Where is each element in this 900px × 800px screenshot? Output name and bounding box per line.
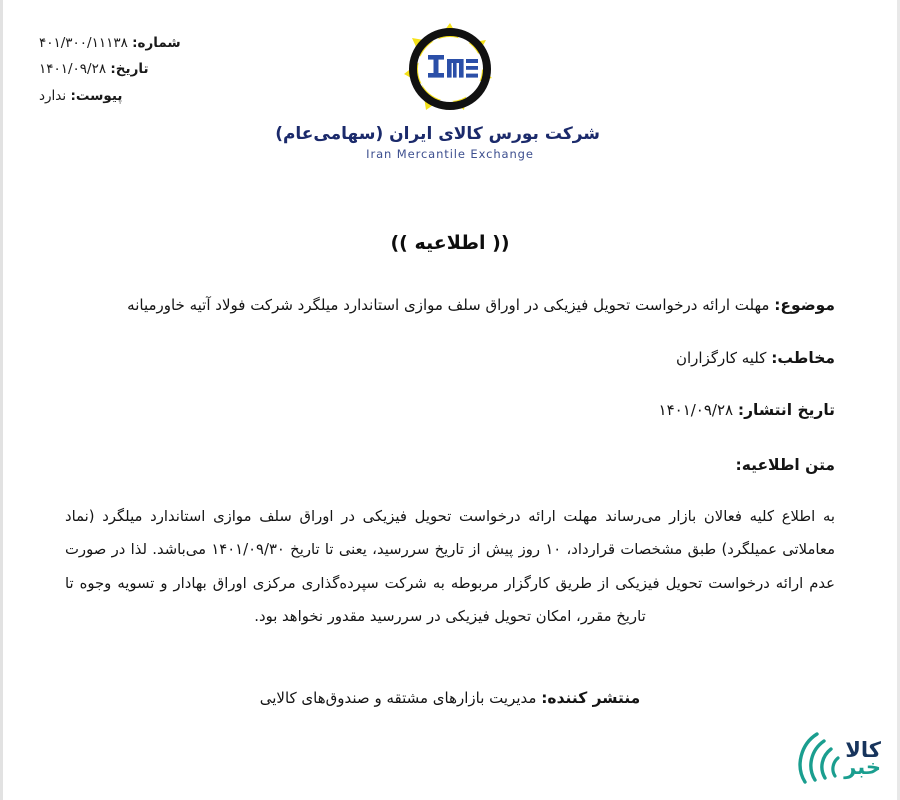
audience-label: مخاطب: — [771, 348, 835, 367]
subject-value: مهلت ارائه درخواست تحویل فیزیکی در اوراق سلف موازی استاندارد میلگرد شرکت فولاد آتیه خاورمیانه — [127, 296, 770, 314]
meta-label-attachment: پیوست: — [70, 87, 123, 104]
document-header — [3, 0, 897, 170]
subject-row — [65, 292, 835, 319]
watermark-text — [844, 740, 881, 779]
header-meta-block — [3, 30, 263, 109]
meta-value-date: ۱۴۰۱/۰۹/۲۸ — [39, 61, 107, 78]
publisher-value: مدیریت بازارهای مشتقه و صندوق‌های کالایی — [259, 689, 537, 708]
watermark-line-2: خبر — [844, 755, 881, 780]
audience-value: کلیه کارگزاران — [676, 348, 767, 367]
organization-name-en: Iran Mercantile Exchange — [366, 147, 534, 161]
meta-row-attachment — [3, 83, 263, 109]
body-label: متن اطلاعیه: — [735, 455, 835, 474]
announcement-body — [65, 500, 835, 633]
meta-value-number: ۴۰۱/۳۰۰/۱۱۱۳۸ — [39, 35, 128, 51]
page-title: (( اطلاعیه )) — [390, 232, 510, 254]
publication-date-row — [65, 397, 835, 424]
announcement-body-paragraph: به اطلاع کلیه فعالان بازار می‌رساند مهلت ارائه درخواست تحویل فیزیکی در اوراق سلف موازی استاندارد میلگرد (نماد معاملاتی عمیلگرد) طبق مشخصات قرارداد، ۱۰ روز پیش از تاریخ سررسید، یعنی تا تاریخ ۱۴۰۱/۰۹/۳۰ می‌باشد. لذا در صورت عدم ارائه درخواست تحویل فیزیکی از طریق کارگزار مربوطه به شرکت سپرده‌گذاری مرکزی اوراق بهادار و تسویه وجوه تا تاریخ مقرر، امکان تحویل فیزیکی در سررسید مقدور نخواهد بود. — [65, 508, 835, 625]
meta-label-date: تاریخ: — [110, 61, 149, 78]
publication-date-value: ۱۴۰۱/۰۹/۲۸ — [658, 401, 734, 419]
meta-label-number: شماره: — [132, 35, 181, 51]
body-label-row — [65, 452, 835, 479]
meta-row-number — [3, 30, 263, 56]
organization-name-fa: شرکت بورس کالای ایران (سهامی‌عام) — [275, 124, 600, 144]
publisher-label: منتشر کننده: — [541, 689, 641, 708]
watermark-line-1: کالا — [845, 738, 881, 762]
kalakhabar-watermark — [791, 730, 883, 792]
audience-row — [65, 345, 835, 372]
publication-date-label: تاریخ انتشار: — [737, 401, 835, 419]
subject-label: موضوع: — [774, 296, 835, 314]
organization-logo-block — [275, 22, 600, 161]
publisher-row — [65, 685, 835, 712]
meta-row-date — [3, 56, 263, 82]
ime-logo-icon — [402, 22, 498, 118]
meta-value-attachment: ندارد — [39, 87, 67, 104]
